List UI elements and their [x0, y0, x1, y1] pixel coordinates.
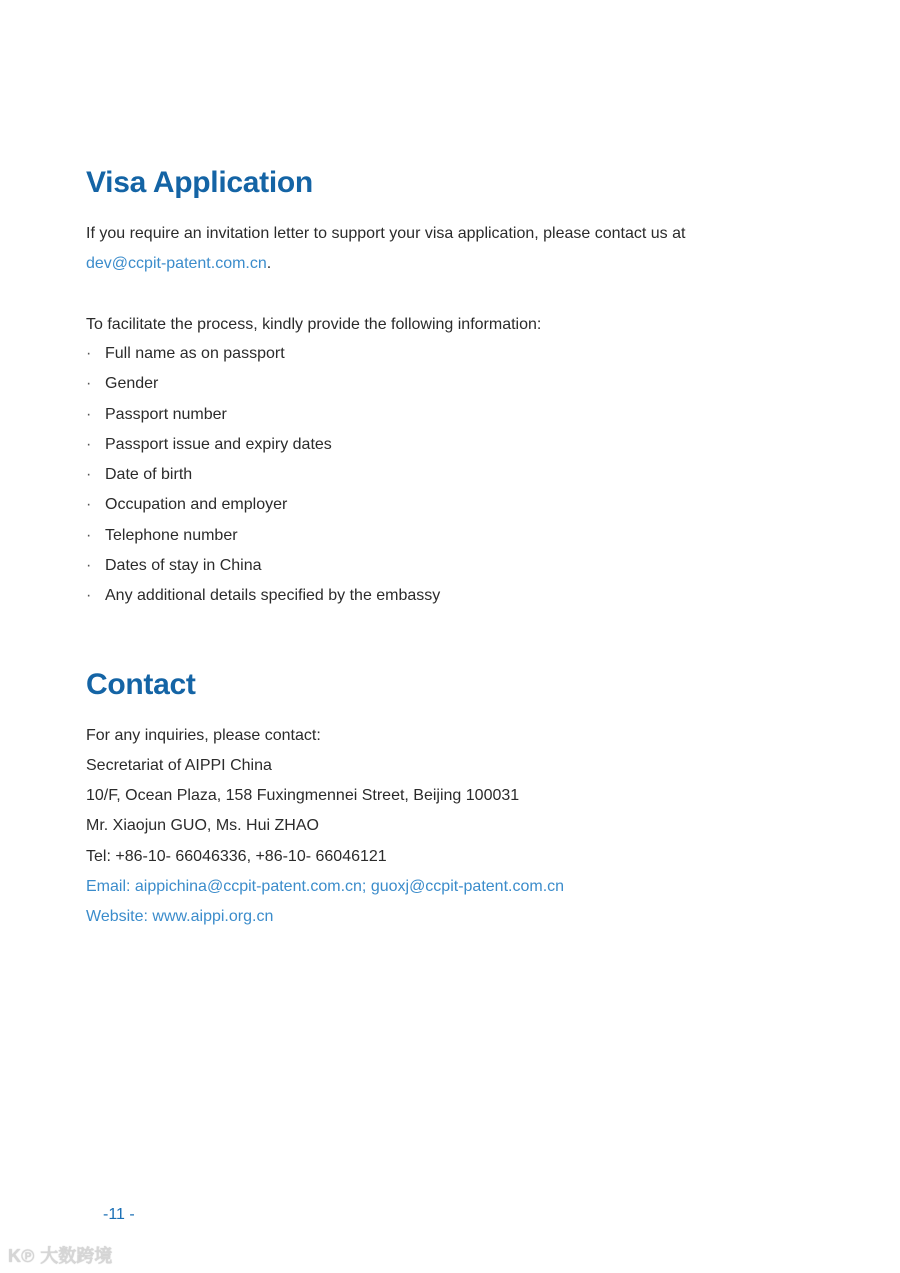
contact-line: Secretariat of AIPPI China — [86, 757, 272, 774]
visa-intro-text: If you require an invitation letter to support your visa application, please contact us at — [86, 225, 686, 242]
bullet-icon: · — [86, 375, 92, 393]
visa-requirements-list — [86, 344, 440, 616]
page-number: -11 - — [103, 1206, 135, 1223]
list-item: · Passport issue and expiry dates — [86, 435, 332, 453]
bullet-icon: · — [86, 496, 92, 514]
bullet-icon: · — [86, 587, 92, 604]
watermark-logo-icon: K℗ — [8, 1246, 35, 1266]
list-item: · Gender — [86, 375, 159, 393]
visa-application-heading: Visa Application — [86, 166, 313, 199]
contact-heading: Contact — [86, 668, 196, 701]
list-item: · Any additional details specified by the embassy — [86, 587, 441, 604]
bullet-icon: · — [86, 556, 92, 574]
contact-line: 10/F, Ocean Plaza, 158 Fuxingmennei Street, Beijing 100031 — [86, 787, 520, 804]
bullet-icon: · — [86, 466, 92, 483]
bullet-icon: · — [86, 435, 92, 453]
list-item: · Date of birth — [86, 466, 193, 483]
watermark-text: 大数跨境 — [40, 1246, 113, 1266]
bullet-icon: · — [86, 405, 92, 423]
contact-email-link[interactable]: Email: aippichina@ccpit-patent.com.cn; guoxj@ccpit-patent.com.cn — [86, 878, 565, 895]
bullet-icon: · — [86, 526, 92, 544]
contact-phone-line: Tel: +86-10- 66046336, +86-10- 66046121 — [86, 848, 387, 865]
contact-website-link[interactable]: Website: www.aippi.org.cn — [86, 908, 274, 925]
contact-line: For any inquiries, please contact: — [86, 727, 321, 744]
list-item: · Telephone number — [86, 526, 238, 544]
list-item: · Dates of stay in China — [86, 556, 262, 574]
list-item: · Passport number — [86, 405, 227, 423]
visa-facilitate-text: To facilitate the process, kindly provide the following information: — [86, 316, 542, 333]
visa-intro-email-line — [86, 254, 271, 274]
contact-line: Mr. Xiaojun GUO, Ms. Hui ZHAO — [86, 817, 319, 834]
visa-email-link[interactable]: dev@ccpit-patent.com.cn — [86, 255, 267, 272]
bullet-icon: · — [86, 345, 92, 362]
watermark — [8, 1242, 112, 1268]
list-item: · Full name as on passport — [86, 345, 285, 362]
visa-intro-period: . — [266, 255, 272, 272]
list-item: · Occupation and employer — [86, 496, 288, 514]
